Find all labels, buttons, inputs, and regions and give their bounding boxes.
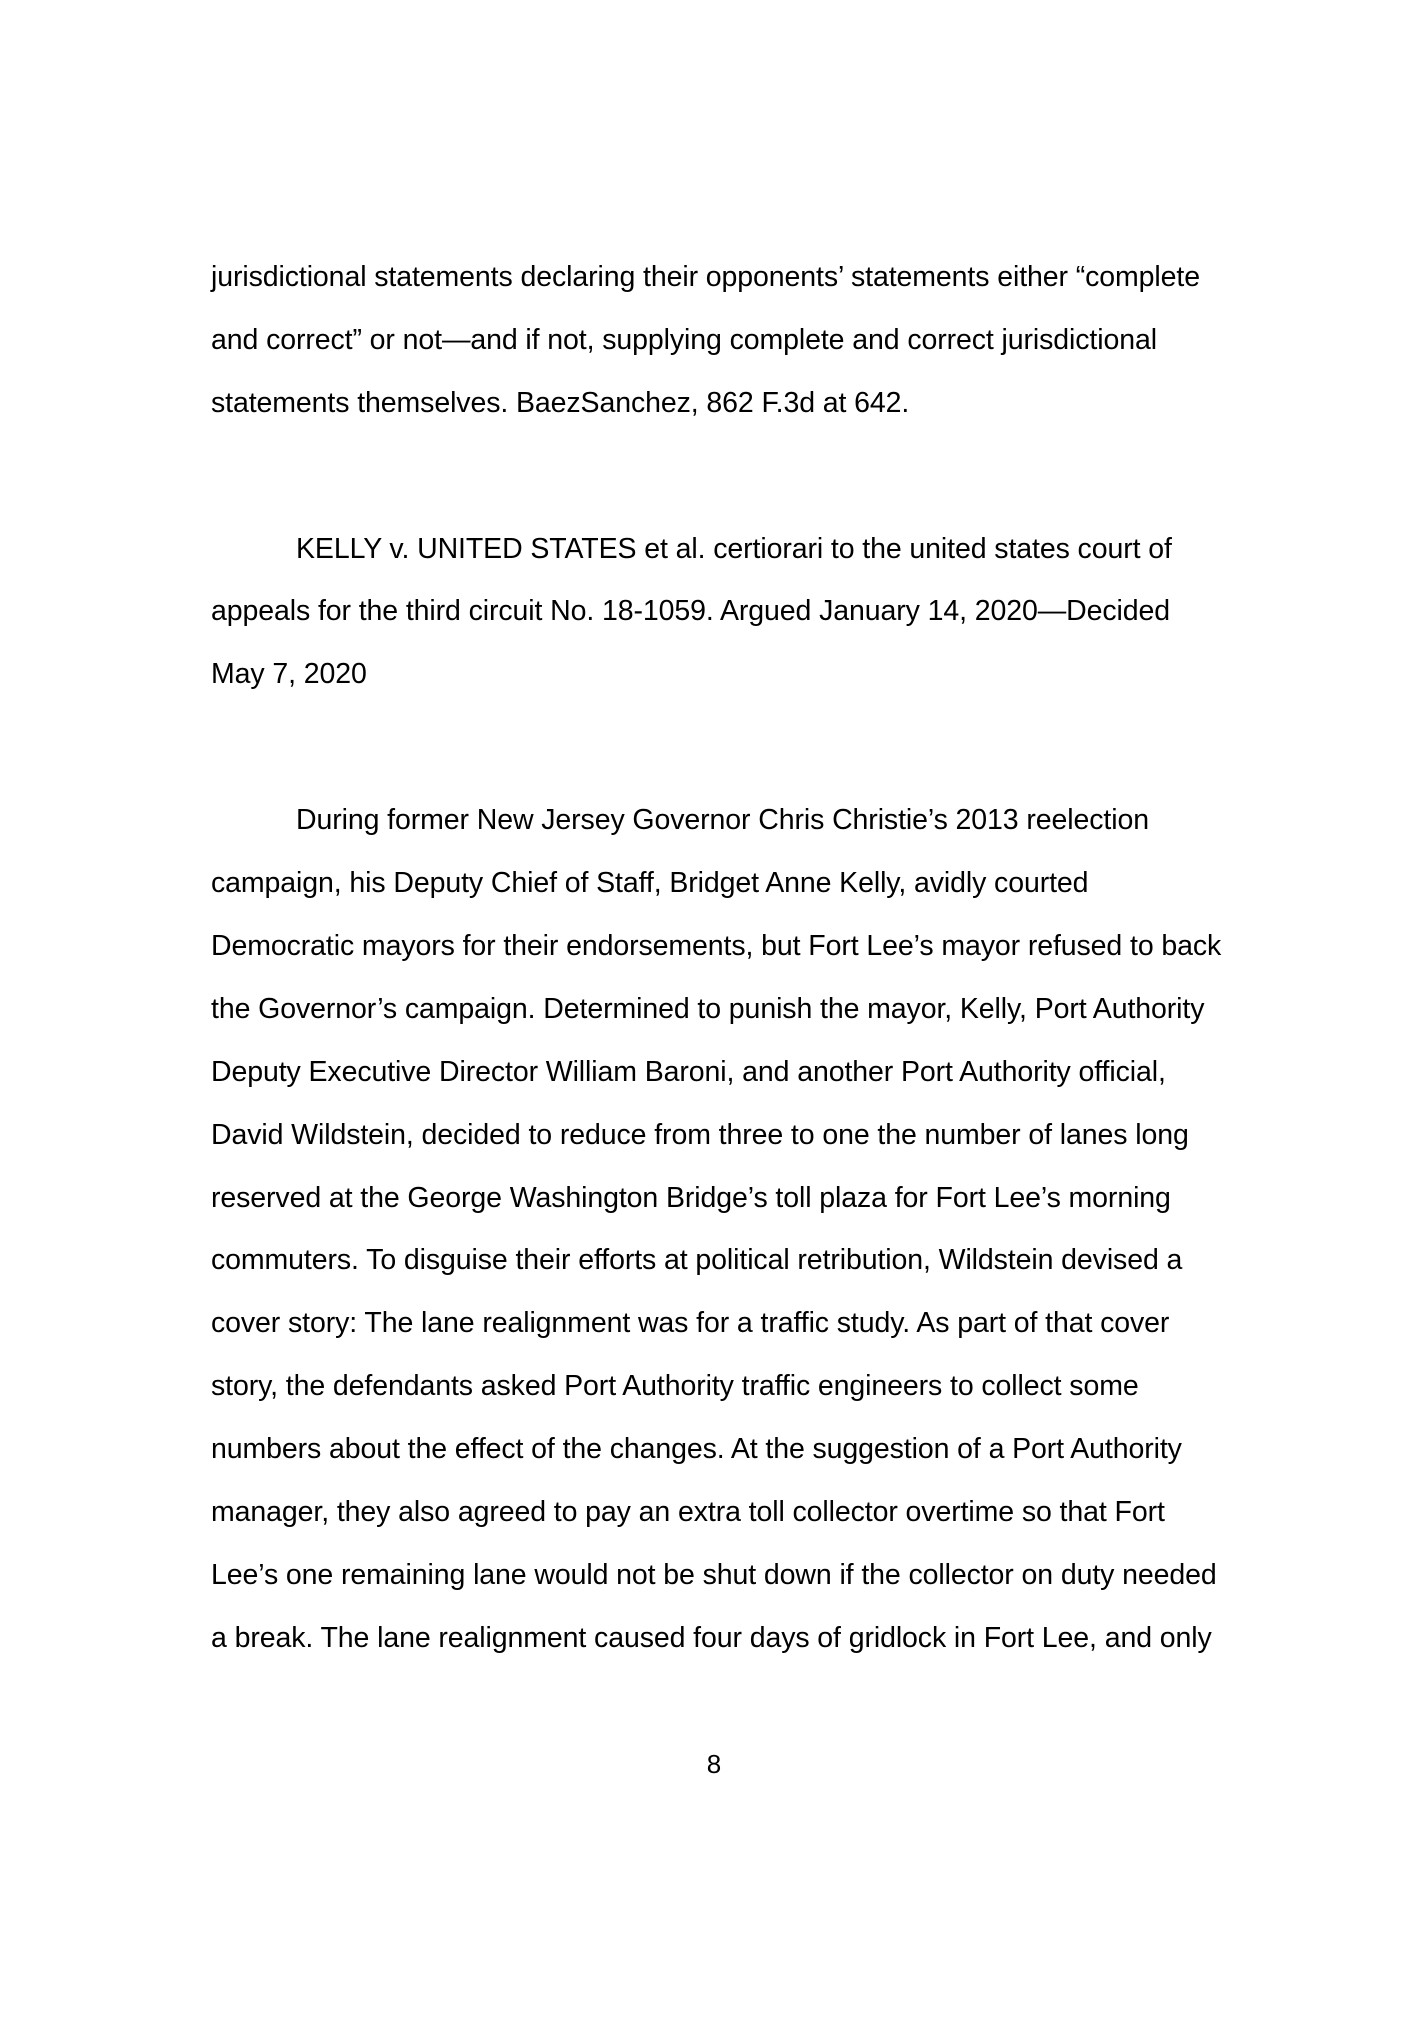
case-heading-line-3: May 7, 2020 xyxy=(211,658,367,690)
paragraph-2-line-3: Democratic mayors for their endorsements, but Fort Lee’s mayor refused to back xyxy=(211,930,1222,962)
paragraph-2-line-9: cover story: The lane realignment was for a traffic study. As part of that cover xyxy=(211,1307,1170,1339)
paragraph-2-line-11: numbers about the effect of the changes. At the suggestion of a Port Authority xyxy=(211,1433,1182,1465)
paragraph-2-line-13: Lee’s one remaining lane would not be shut down if the collector on duty needed xyxy=(211,1559,1217,1591)
paragraph-2-line-4: the Governor’s campaign. Determined to punish the mayor, Kelly, Port Authority xyxy=(211,993,1205,1025)
paragraph-1-line-1: jurisdictional statements declaring their opponents’ statements either “complete xyxy=(211,261,1200,293)
case-heading-line-2: appeals for the third circuit No. 18-1059. Argued January 14, 2020—Decided xyxy=(211,595,1171,627)
paragraph-2-line-12: manager, they also agreed to pay an extra toll collector overtime so that Fort xyxy=(211,1496,1165,1528)
paragraph-1-line-3: statements themselves. BaezSanchez, 862 F.3d at 642. xyxy=(211,387,910,419)
case-heading-line-1: KELLY v. UNITED STATES et al. certiorari to the united states court of xyxy=(296,533,1172,565)
paragraph-2-line-14: a break. The lane realignment caused four days of gridlock in Fort Lee, and only xyxy=(211,1622,1212,1654)
page-number: 8 xyxy=(706,1749,722,1779)
paragraph-1-line-2: and correct” or not—and if not, supplying complete and correct jurisdictional xyxy=(211,324,1157,356)
paragraph-2-line-2: campaign, his Deputy Chief of Staff, Bridget Anne Kelly, avidly courted xyxy=(211,867,1089,899)
paragraph-2-line-1: During former New Jersey Governor Chris Christie’s 2013 reelection xyxy=(296,804,1149,836)
paragraph-2-line-6: David Wildstein, decided to reduce from three to one the number of lanes long xyxy=(211,1119,1189,1151)
paragraph-2-line-8: commuters. To disguise their efforts at political retribution, Wildstein devised a xyxy=(211,1244,1183,1276)
paragraph-2-line-5: Deputy Executive Director William Baroni, and another Port Authority official, xyxy=(211,1056,1166,1088)
paragraph-2-line-7: reserved at the George Washington Bridge’s toll plaza for Fort Lee’s morning xyxy=(211,1182,1171,1214)
paragraph-2-line-10: story, the defendants asked Port Authority traffic engineers to collect some xyxy=(211,1370,1139,1402)
